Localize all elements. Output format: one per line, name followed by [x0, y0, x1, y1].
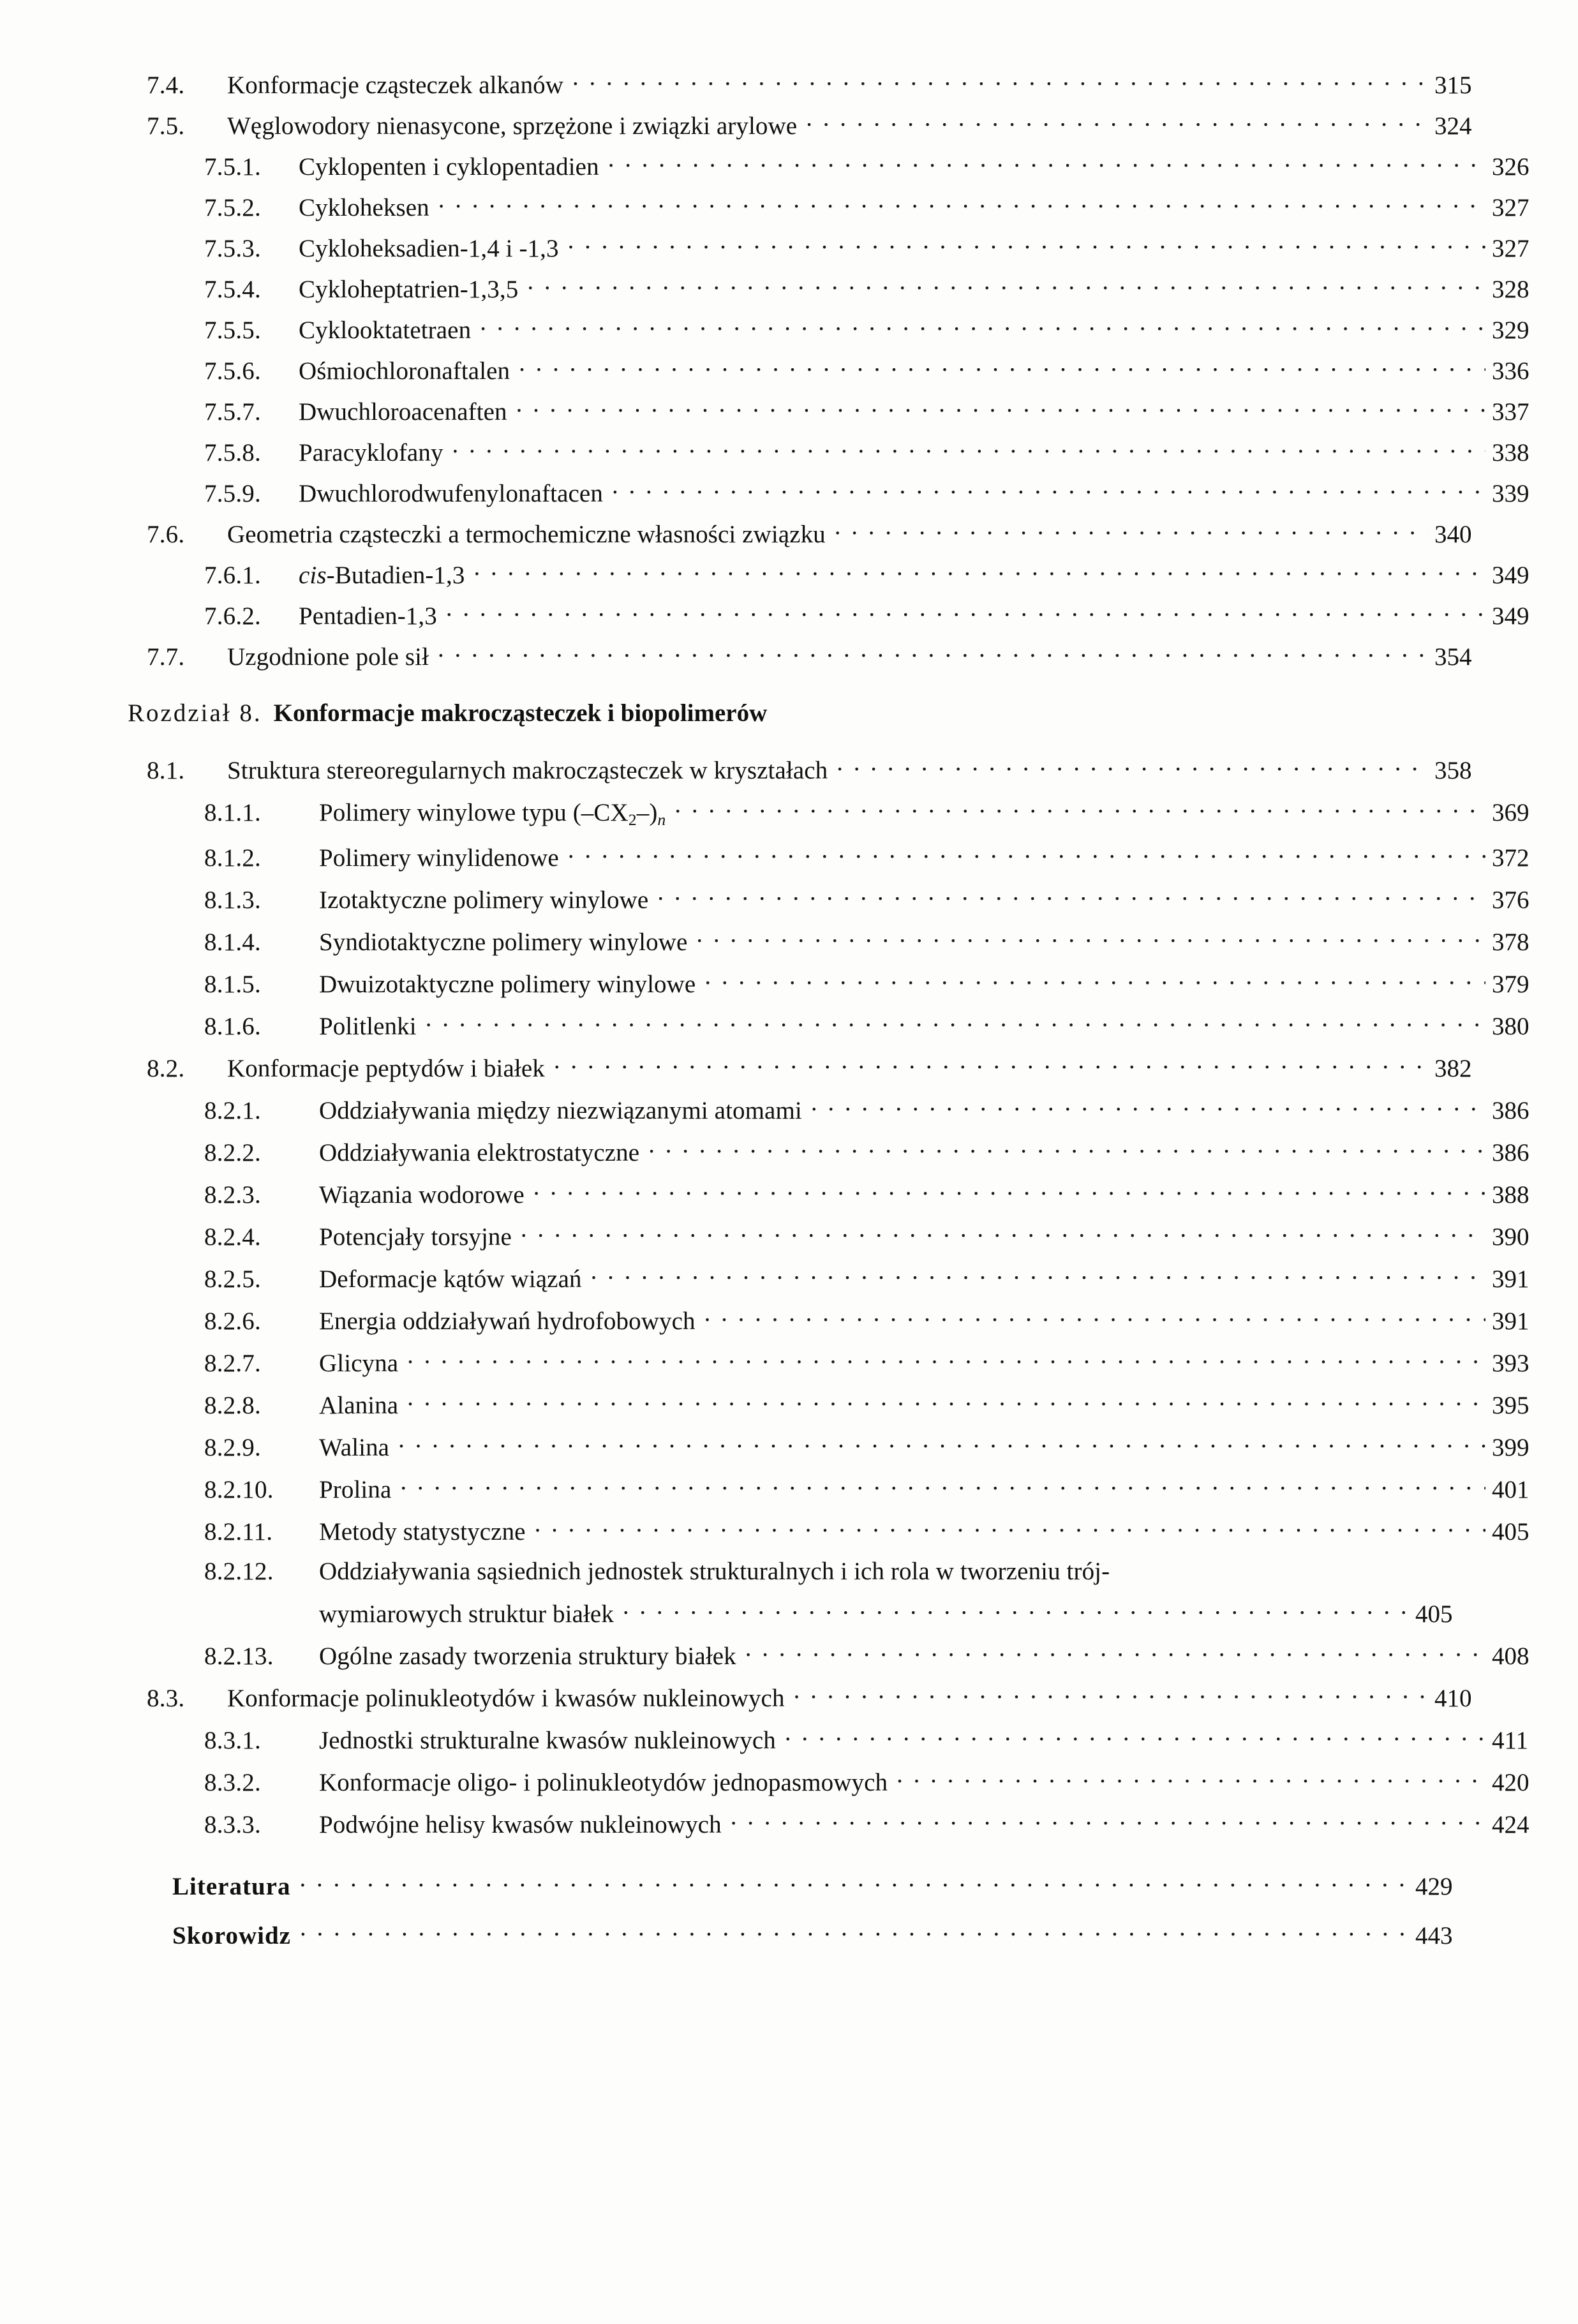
entry-number: 8.1.2.: [204, 844, 261, 872]
toc-entry[interactable]: [128, 315, 1551, 343]
leader-dots: [657, 885, 1485, 908]
leader-dots: [608, 152, 1485, 175]
entry-title: Polimery winylidenowe: [319, 844, 559, 872]
entry-number: 7.7.: [147, 643, 185, 671]
leader-dots: [398, 1433, 1485, 1456]
entry-page: 386: [1492, 1138, 1530, 1166]
leader-dots: [745, 1641, 1485, 1664]
entry-page: 408: [1492, 1642, 1530, 1670]
toc-entry[interactable]: [128, 642, 1493, 669]
italic-prefix: cis: [299, 562, 327, 589]
toc-entry[interactable]: [128, 152, 1551, 179]
entry-number: 8.2.: [147, 1054, 185, 1082]
entry-number: 8.3.: [147, 1684, 185, 1712]
toc-entry[interactable]: [128, 234, 1551, 261]
entry-page: 372: [1492, 844, 1530, 872]
entry-page: 327: [1492, 194, 1530, 221]
entry-page: 326: [1492, 153, 1530, 181]
entry-title: Energia oddziaływań hydrofobowych: [319, 1307, 696, 1335]
leader-dots: [674, 798, 1485, 821]
entry-page: 390: [1492, 1223, 1530, 1251]
entry-page: 339: [1492, 480, 1530, 507]
entry-number: 7.4.: [147, 71, 185, 99]
toc-entry[interactable]: [128, 356, 1551, 384]
entry-title: Struktura stereoregularnych makrocząsteczek w kryształach: [227, 757, 828, 784]
toc-entry[interactable]: [128, 1180, 1551, 1207]
entry-title: Syndiotaktyczne polimery winylowe: [319, 928, 688, 956]
toc-entry[interactable]: [128, 1683, 1493, 1711]
leader-dots: [731, 1810, 1485, 1833]
toc-entry[interactable]: [128, 1096, 1551, 1123]
toc-entry[interactable]: [128, 274, 1551, 302]
leader-dots: [533, 1180, 1485, 1203]
entry-title: Ogólne zasady tworzenia struktury białek: [319, 1642, 736, 1670]
entry-page: 382: [1434, 1054, 1472, 1082]
chapter-heading: [128, 699, 1474, 727]
entry-page: 405: [1415, 1600, 1453, 1628]
entry-page: 424: [1492, 1810, 1530, 1838]
toc-entry-wrapped[interactable]: [128, 1559, 1474, 1627]
entry-number: 8.2.9.: [204, 1433, 261, 1461]
toc-entry[interactable]: [128, 927, 1551, 955]
toc-entry[interactable]: [128, 560, 1551, 588]
toc-entry[interactable]: [128, 1433, 1551, 1460]
entry-title: Konformacje oligo- i polinukleotydów jednopasmowych: [319, 1768, 888, 1796]
entry-number: 8.2.12.: [204, 1557, 274, 1585]
leader-dots: [591, 1264, 1485, 1287]
entry-number: 8.2.10.: [204, 1475, 274, 1503]
entry-number: 7.5.2.: [204, 194, 261, 221]
leader-dots: [438, 642, 1428, 665]
leader-dots: [521, 1222, 1485, 1245]
entry-title: Cykloheksadien-1,4 i -1,3: [299, 235, 559, 262]
leader-dots: [806, 111, 1428, 134]
backmatter-entries: [128, 1872, 1474, 1948]
leader-dots: [407, 1348, 1485, 1371]
entry-title: Cykloheptatrien-1,3,5: [299, 276, 519, 303]
entry-page: 410: [1434, 1684, 1472, 1712]
toc-entry[interactable]: [128, 1348, 1551, 1376]
entry-number: 7.5.6.: [204, 357, 261, 385]
toc-entry[interactable]: [128, 111, 1493, 138]
leader-dots: [516, 397, 1485, 420]
entry-title: Walina: [319, 1433, 390, 1461]
entry-page: 327: [1492, 235, 1530, 262]
entry-page: 349: [1492, 602, 1530, 630]
entry-title: Konformacje peptydów i białek: [227, 1054, 545, 1082]
toc-entry[interactable]: [128, 798, 1551, 828]
leader-dots: [794, 1683, 1428, 1706]
entry-title: Cyklopenten i cyklopentadien: [299, 153, 599, 181]
entry-title: Konformacje polinukleotydów i kwasów nukleinowych: [227, 1684, 785, 1712]
entry-title: Cykloheksen: [299, 194, 429, 221]
entry-page: 401: [1492, 1475, 1530, 1503]
entry-page: 391: [1492, 1265, 1530, 1293]
entry-title: Alanina: [319, 1391, 399, 1419]
leader-dots: [785, 1725, 1485, 1748]
entry-title: Wiązania wodorowe: [319, 1181, 525, 1209]
entry-title: Dwuizotaktyczne polimery winylowe: [319, 970, 696, 998]
entry-title: Politlenki: [319, 1012, 417, 1040]
entry-page: 354: [1434, 643, 1472, 671]
entry-title-line1: Oddziaływania sąsiednich jednostek strukturalnych i ich rola w tworzeniu trój-: [319, 1557, 1110, 1585]
entry-title: Jednostki strukturalne kwasów nukleinowych: [319, 1726, 776, 1754]
leader-dots: [704, 969, 1485, 992]
toc-entry[interactable]: [128, 1011, 1551, 1039]
entry-page: 376: [1492, 886, 1530, 914]
entry-title: Ośmiochloronaftalen: [299, 357, 510, 385]
entry-number: 8.2.3.: [204, 1181, 261, 1209]
entry-title: Uzgodnione pole sił: [227, 643, 429, 671]
entry-number: 7.5.9.: [204, 480, 261, 507]
entry-number: 8.1.6.: [204, 1012, 261, 1040]
entry-number: 8.2.8.: [204, 1391, 261, 1419]
toc-entry[interactable]: [128, 70, 1493, 98]
entry-title: Węglowodory nienasycone, sprzężone i związki arylowe: [227, 112, 798, 140]
entry-title: Skorowidz: [172, 1921, 291, 1949]
leader-dots: [811, 1096, 1485, 1119]
entry-title: Konformacje cząsteczek alkanów: [227, 71, 564, 99]
entry-page: 420: [1492, 1768, 1530, 1796]
leader-dots: [648, 1138, 1485, 1161]
leader-dots: [696, 927, 1485, 950]
entry-page: 399: [1492, 1433, 1530, 1461]
chapter-label: Rozdział 8.: [128, 699, 262, 727]
toc-entry[interactable]: [128, 519, 1493, 547]
toc-entry[interactable]: [128, 1264, 1551, 1292]
entry-title: Cyklooktatetraen: [299, 317, 472, 344]
toc-entry[interactable]: [128, 1921, 1474, 1948]
leader-dots: [897, 1768, 1485, 1791]
entry-number: 8.3.1.: [204, 1726, 261, 1754]
leader-dots: [572, 70, 1428, 93]
entry-page: 337: [1492, 398, 1530, 426]
entry-page: 395: [1492, 1391, 1530, 1419]
entry-page: 328: [1492, 276, 1530, 303]
toc-entry[interactable]: [128, 1768, 1551, 1795]
entry-title: Oddziaływania między niezwiązanymi atomami: [319, 1096, 802, 1124]
toc-entry[interactable]: [128, 756, 1493, 783]
entry-title: Polimery winylowe typu $(-CX_2-)_n$: [319, 799, 666, 830]
entry-page: 380: [1492, 1012, 1530, 1040]
entry-page: 391: [1492, 1307, 1530, 1335]
entry-page: 378: [1492, 928, 1530, 956]
leader-dots: [438, 193, 1485, 216]
entry-number: 8.1.1.: [204, 799, 261, 826]
toc-entry[interactable]: [128, 438, 1551, 465]
leader-dots: [426, 1011, 1485, 1034]
entry-number: 7.6.2.: [204, 602, 261, 630]
entry-page: 405: [1492, 1517, 1530, 1546]
entry-number: 8.2.1.: [204, 1096, 261, 1124]
entry-number: 8.2.2.: [204, 1138, 261, 1166]
leader-dots: [568, 234, 1485, 257]
leader-dots: [568, 843, 1485, 866]
leader-dots: [446, 601, 1485, 624]
chapter-8-entries: [128, 756, 1530, 1838]
entry-number: 8.2.11.: [204, 1517, 273, 1546]
toc-entry[interactable]: [128, 1725, 1551, 1753]
toc-entry[interactable]: [128, 969, 1551, 997]
entry-page: 338: [1492, 439, 1530, 466]
leader-dots: [554, 1054, 1428, 1076]
entry-title: Dwuchlorodwufenylonaftacen: [299, 480, 603, 507]
section-7-entries: [128, 70, 1530, 671]
entry-title: Prolina: [319, 1475, 392, 1503]
entry-number: 7.6.: [147, 521, 185, 548]
table-of-contents: [128, 70, 1530, 1970]
entry-number: 7.5.4.: [204, 276, 261, 303]
entry-page: 315: [1434, 71, 1472, 99]
toc-entry[interactable]: [128, 601, 1551, 629]
entry-page: 386: [1492, 1096, 1530, 1124]
entry-page: 349: [1492, 562, 1530, 589]
entry-title: Glicyna: [319, 1349, 399, 1377]
leader-dots: [452, 438, 1485, 461]
entry-number: 8.2.5.: [204, 1265, 261, 1293]
entry-title: Izotaktyczne polimery winylowe: [319, 886, 649, 914]
leader-dots: [623, 1599, 1409, 1622]
toc-entry[interactable]: [128, 1222, 1551, 1249]
entry-number: 8.3.2.: [204, 1768, 261, 1796]
entry-number: 8.2.13.: [204, 1642, 274, 1670]
entry-number: 7.5.1.: [204, 153, 261, 181]
toc-entry[interactable]: [128, 885, 1551, 912]
entry-number: 8.2.4.: [204, 1223, 261, 1251]
leader-dots: [612, 479, 1485, 502]
toc-entry[interactable]: [128, 1475, 1551, 1502]
entry-page: 336: [1492, 357, 1530, 385]
toc-entry[interactable]: [128, 479, 1551, 506]
entry-title: Pentadien-1,3: [299, 602, 437, 630]
toc-entry[interactable]: [128, 397, 1551, 424]
toc-entry[interactable]: [128, 1810, 1551, 1837]
entry-title: Paracyklofany: [299, 439, 443, 466]
toc-entry[interactable]: [128, 1390, 1551, 1418]
leader-dots: [400, 1475, 1485, 1498]
entry-title: Podwójne helisy kwasów nukleinowych: [319, 1810, 722, 1838]
leader-dots: [300, 1921, 1409, 1944]
toc-entry[interactable]: [128, 1517, 1551, 1544]
entry-title: Potencjały torsyjne: [319, 1223, 512, 1251]
entry-title: cis-Butadien-1,3: [299, 562, 465, 589]
entry-number: 7.5.7.: [204, 398, 261, 426]
entry-number: 7.6.1.: [204, 562, 261, 589]
entry-number: 8.1.3.: [204, 886, 261, 914]
leader-dots: [519, 356, 1485, 379]
entry-number: 8.2.7.: [204, 1349, 261, 1377]
entry-number: 7.5.3.: [204, 235, 261, 262]
leader-dots: [480, 315, 1485, 338]
leader-dots: [407, 1390, 1485, 1413]
entry-page: 324: [1434, 112, 1472, 140]
entry-page: 388: [1492, 1181, 1530, 1209]
toc-entry[interactable]: [128, 1306, 1551, 1334]
chapter-title: Konformacje makrocząsteczek i biopolimerów: [273, 699, 768, 727]
entry-page: 411: [1492, 1726, 1529, 1754]
entry-page: 393: [1492, 1349, 1530, 1377]
entry-title: Geometria cząsteczki a termochemiczne własności związku: [227, 521, 826, 548]
entry-title: Metody statystyczne: [319, 1517, 526, 1546]
toc-entry[interactable]: [128, 843, 1551, 870]
leader-dots: [535, 1517, 1485, 1540]
entry-number: 8.2.6.: [204, 1307, 261, 1335]
entry-page: 379: [1492, 970, 1530, 998]
entry-page: 443: [1415, 1921, 1453, 1949]
entry-number: 8.1.5.: [204, 970, 261, 998]
entry-page: 429: [1415, 1872, 1453, 1900]
entry-title: Oddziaływania elektrostatyczne: [319, 1138, 640, 1166]
entry-title: Literatura: [172, 1872, 291, 1900]
entry-title: Deformacje kątów wiązań: [319, 1265, 582, 1293]
entry-number: 8.1.4.: [204, 928, 261, 956]
toc-entry[interactable]: [128, 193, 1551, 220]
toc-entry[interactable]: [128, 1054, 1493, 1081]
toc-entry[interactable]: [128, 1641, 1551, 1669]
entry-number: 7.5.8.: [204, 439, 261, 466]
entry-title: Dwuchloroacenaften: [299, 398, 507, 426]
entry-title-line2: wymiarowych struktur białek: [319, 1600, 614, 1628]
leader-dots: [835, 519, 1428, 542]
entry-page: 329: [1492, 317, 1530, 344]
leader-dots: [527, 274, 1485, 297]
entry-page: 358: [1434, 757, 1472, 784]
leader-dots: [837, 756, 1428, 778]
entry-page: 340: [1434, 521, 1472, 548]
entry-page: 369: [1492, 799, 1530, 826]
entry-number: 7.5.5.: [204, 317, 261, 344]
entry-number: 8.1.: [147, 757, 185, 784]
leader-dots: [704, 1306, 1485, 1329]
entry-number: 7.5.: [147, 112, 185, 140]
toc-entry[interactable]: [128, 1138, 1551, 1165]
leader-dots: [473, 560, 1485, 583]
entry-number: 8.3.3.: [204, 1810, 261, 1838]
leader-dots: [299, 1872, 1409, 1895]
toc-entry[interactable]: [128, 1872, 1474, 1899]
